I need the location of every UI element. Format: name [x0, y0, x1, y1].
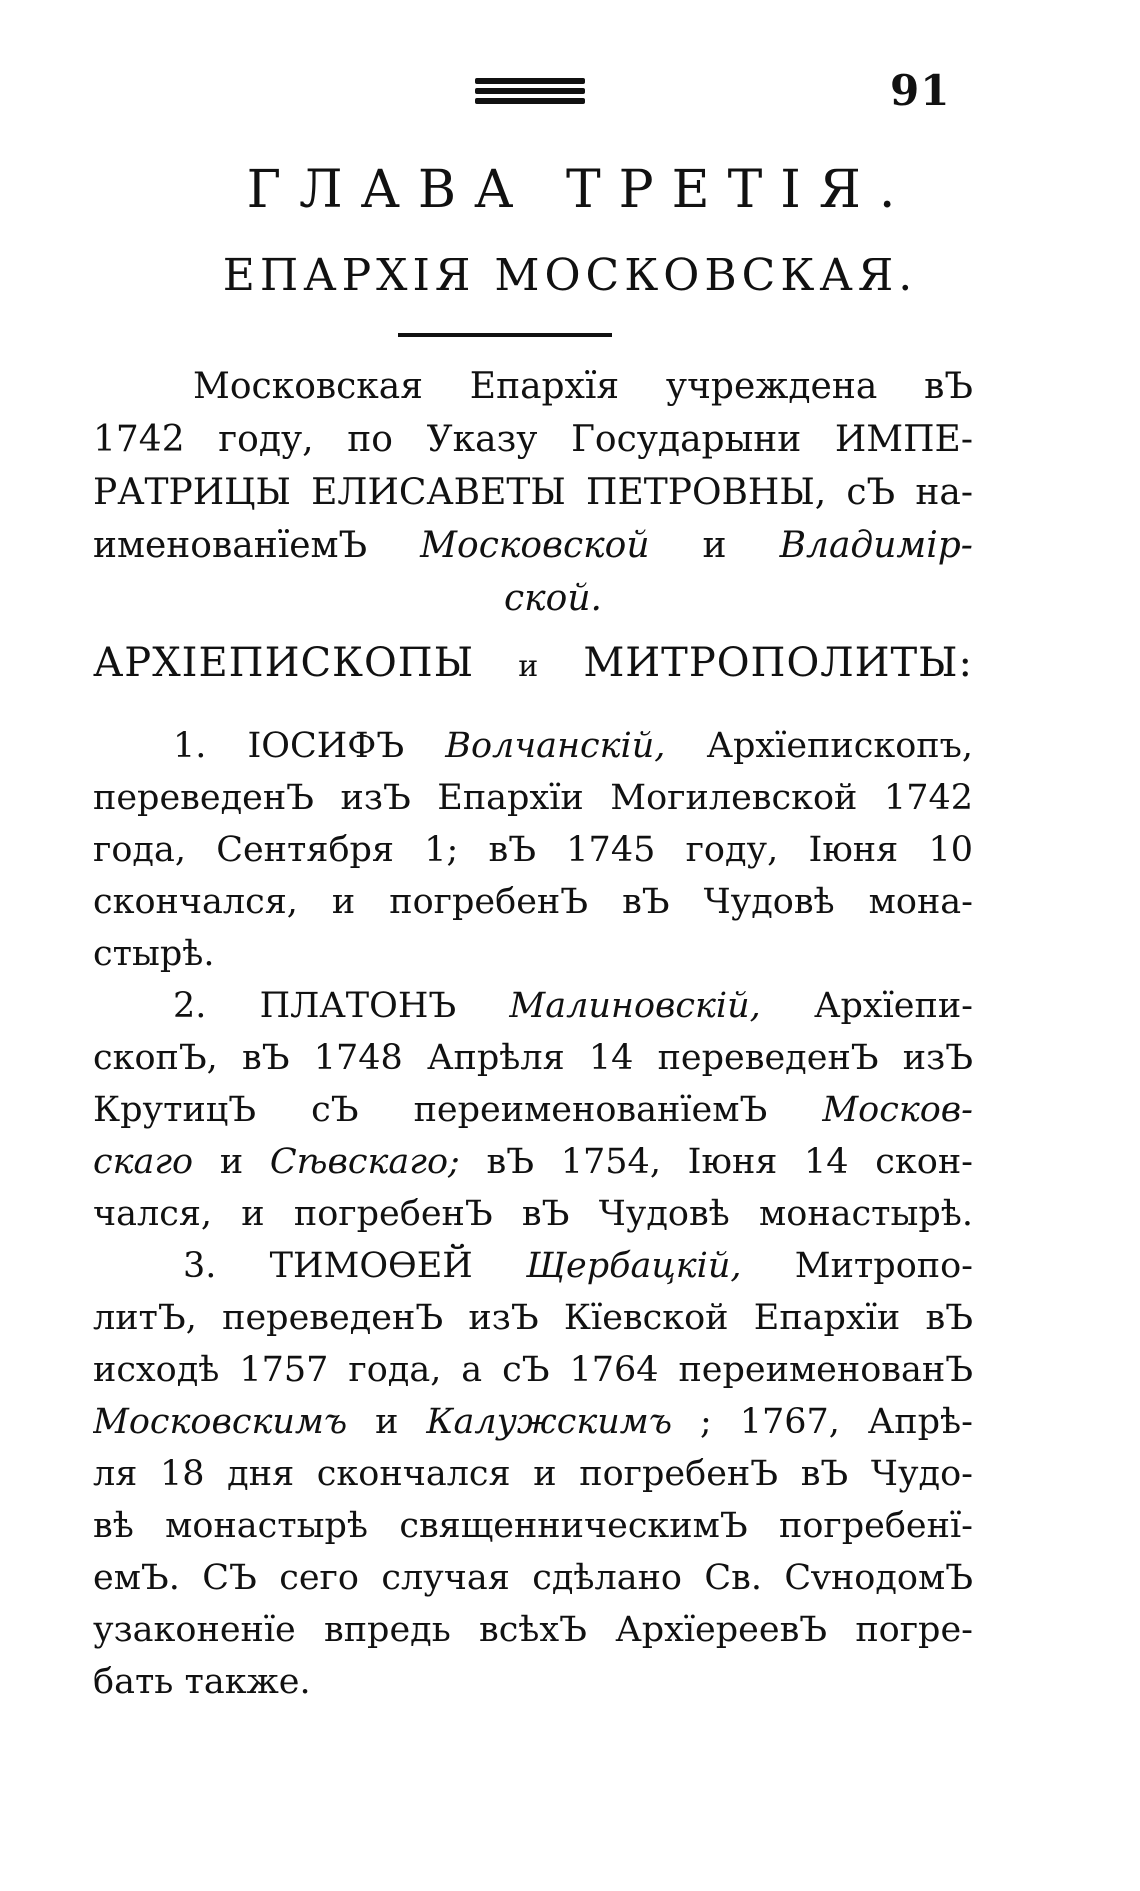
entry-line: узаконенїе впредь всѣхЪ АрхїереевЪ погре-: [93, 1610, 973, 1650]
entries-list: [93, 720, 973, 1708]
chapter-subtitle: ЕПАРХІЯ МОСКОВСКАЯ.: [222, 250, 918, 301]
entry-line: года, Сентября 1; вЪ 1745 году, Іюня 10: [93, 830, 973, 870]
entry-line: бать также.: [93, 1662, 311, 1702]
intro-line: РАТРИЦЫ ЕЛИСАВЕТЫ ПЕТРОВНЫ, сЪ на-: [93, 472, 973, 513]
entry-italic-text: Сѣвскаго;: [269, 1142, 460, 1182]
entry-italic-text: Москов-: [822, 1090, 973, 1130]
entry-italic-text: Московскимъ: [93, 1402, 348, 1442]
entry-line: чался, и погребенЪ вЪ Чудовѣ монастырѣ.: [93, 1194, 973, 1234]
intro-italic-text: Владимір-: [779, 525, 973, 566]
intro-line: ской.: [504, 578, 602, 619]
intro-line: Московская Епархїя учреждена вЪ: [193, 366, 973, 407]
entry-line: [93, 1136, 973, 1188]
entry-line: [93, 1084, 973, 1136]
entry-line: [93, 720, 973, 772]
entry-line: литЪ, переведенЪ изЪ Кїевской Епархїи вЪ: [93, 1298, 973, 1338]
entry-text: Архїепи-: [813, 986, 973, 1026]
divider-rule: [398, 333, 612, 337]
entry-text: и: [375, 1402, 399, 1442]
entry-line: [93, 980, 973, 1032]
section-heading-text: АРХІЕПИСКОПЫ: [93, 640, 475, 686]
section-heading-conjunction: и: [518, 649, 540, 684]
intro-paragraph: [93, 360, 973, 625]
intro-text: именованїемЪ: [93, 525, 368, 566]
entry-line: исходѣ 1757 года, а сЪ 1764 переименованЪ: [93, 1350, 973, 1390]
entry-surname: Щербацкій,: [526, 1246, 742, 1286]
entry-text: Митропо-: [794, 1246, 973, 1286]
entry-name: 3. ТИМОѲЕЙ: [183, 1246, 473, 1286]
intro-line: [93, 519, 973, 572]
intro-text: и: [702, 525, 727, 566]
entry-name: 1. ІОСИФЪ: [173, 726, 405, 766]
intro-italic-text: Московской: [420, 525, 650, 566]
chapter-title: ГЛАВА ТРЕТІЯ.: [246, 160, 914, 220]
entry-line: скопЪ, вЪ 1748 Апрѣля 14 переведенЪ изЪ: [93, 1038, 973, 1078]
entry-text: ; 1767, Апрѣ-: [700, 1402, 973, 1442]
page-number: 91: [890, 66, 951, 115]
header-ornament: [475, 78, 585, 108]
intro-line: 1742 году, по Указу Государыни ИМПЕ-: [93, 419, 973, 460]
entry-line: емЪ. СЪ сего случая сдѣлано Св. СvнодомЪ: [93, 1558, 973, 1598]
entry-text: КрутицЪ сЪ переименованїемЪ: [93, 1090, 768, 1130]
entry-italic-text: Калужскимъ: [426, 1402, 673, 1442]
entry-text: Архїепископъ,: [706, 726, 973, 766]
entry-line: стырѣ.: [93, 934, 215, 974]
entry-name: 2. ПЛАТОНЪ: [173, 986, 457, 1026]
entry-surname: Волчанскій,: [445, 726, 666, 766]
section-heading-text: МИТРОПОЛИТЫ:: [583, 640, 974, 686]
entry-line: скончался, и погребенЪ вЪ Чудовѣ мона-: [93, 882, 973, 922]
entry-line: переведенЪ изЪ Епархїи Могилевской 1742: [93, 778, 973, 818]
entry-text: вЪ 1754, Іюня 14 скон-: [486, 1142, 973, 1182]
section-heading: [93, 640, 973, 686]
entry-text: и: [219, 1142, 244, 1182]
entry-surname: Малиновскій,: [509, 986, 761, 1026]
entry-line: [93, 1240, 973, 1292]
entry-italic-text: скаго: [93, 1142, 194, 1182]
entry-line: ля 18 дня скончался и погребенЪ вЪ Чудо-: [93, 1454, 973, 1494]
entry-line: вѣ монастырѣ священническимЪ погребенї-: [93, 1506, 973, 1546]
entry-line: [93, 1396, 973, 1448]
